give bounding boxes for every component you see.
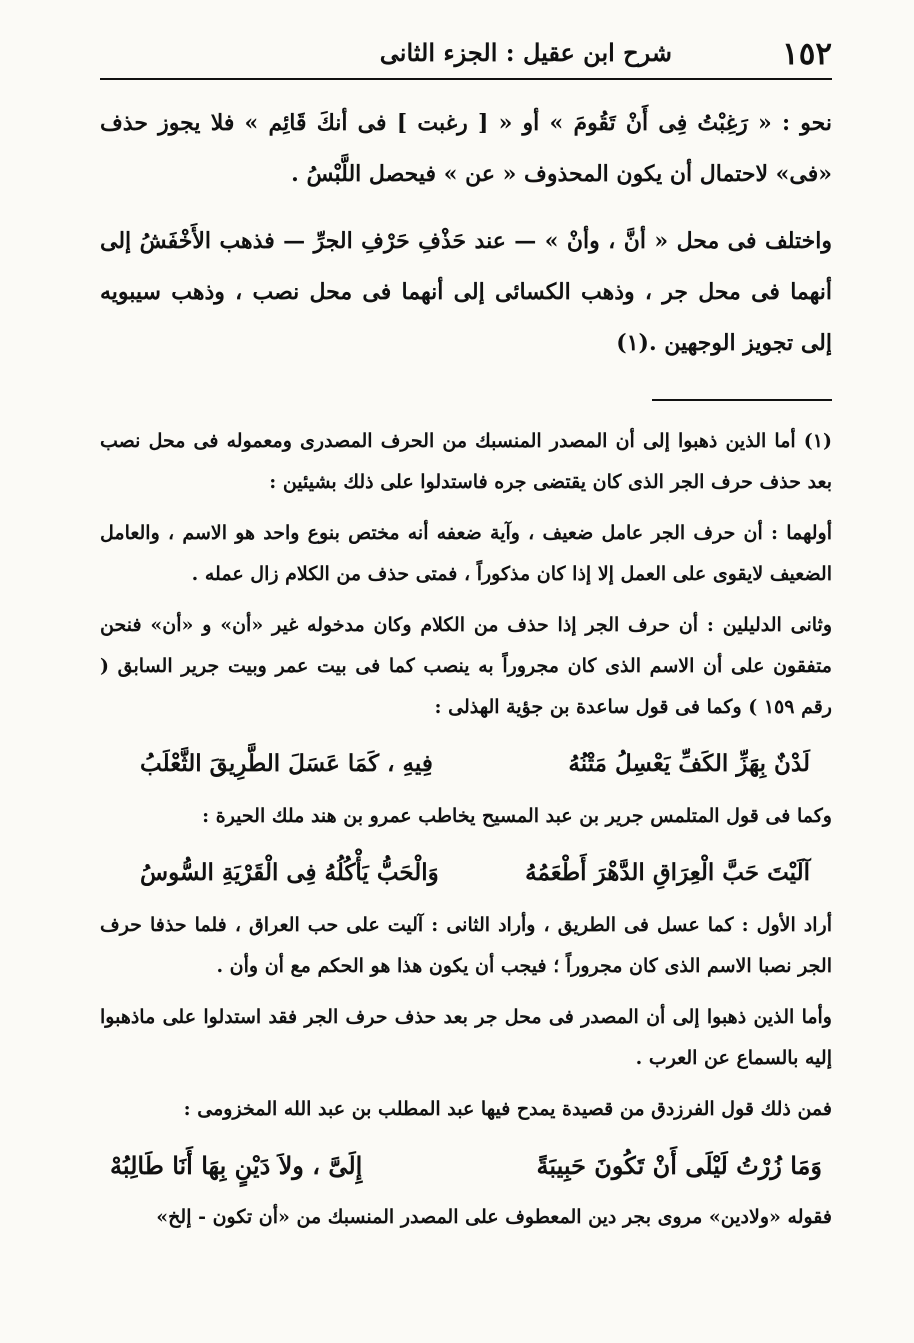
- verse-1-first-hemistich: لَدْنٌ بِهَزِّ الكَفِّ يَعْسِلُ مَتْنُهُ: [568, 750, 810, 777]
- footnote-paragraph-2: أولهما : أن حرف الجر عامل ضعيف ، وآية ضعفه أنه مختص بنوع واحد هو الاسم ، والعامل الضعيف لايقوى على العمل إلا إذا كان مذكوراً ، فمتى حذف من الكلام زال عمله .: [100, 522, 832, 585]
- verse-1: [140, 738, 810, 790]
- main-text: [100, 98, 832, 369]
- footnote-paragraph-4: وكما فى قول المتلمس جرير بن عبد المسيح يخاطب عمرو بن هند ملك الحيرة :: [202, 805, 832, 827]
- verse-1-second-hemistich: فِيهِ ، كَمَا عَسَلَ الطَّرِيقَ الثَّعْلَبُ: [140, 750, 433, 777]
- footnote-paragraph-8: فقوله «ولادين» مروى بجر دين المعطوف على المصدر المنسبك من «أن تكون - إلخ»: [156, 1206, 832, 1228]
- verse-2: [140, 847, 810, 899]
- main-paragraph-2: واختلف فى محل « أنَّ ، وأنْ » — عند حَذْفِ حَرْفِ الجرِّ — فذهب الأَخْفَشُ إلى أنهما فى محل جر ، وذهب الكسائى إلى أنهما فى محل نصب ، وذهب سيبويه إلى تجويز الوجهين .(١): [100, 228, 832, 356]
- footnote-separator: [652, 399, 832, 401]
- verse-2-first-hemistich: آلَيْتَ حَبَّ الْعِرَاقِ الدَّهْرَ أَطْعَمُهُ: [525, 859, 810, 886]
- verse-2-second-hemistich: وَالْحَبُّ يَأْكُلُهُ فِى الْقَرْيَةِ السُّوسُ: [140, 859, 439, 886]
- page-header: [100, 30, 832, 80]
- footnote-paragraph-7: فمن ذلك قول الفرزدق من قصيدة يمدح فيها عبد المطلب بن عبد الله المخزومى :: [183, 1098, 832, 1120]
- verse-3-second-hemistich: إِلَىَّ ، ولاَ دَيْنٍ بِهَا أَنَا طَالِبُهْ: [110, 1151, 363, 1180]
- footnote-paragraph-6: وأما الذين ذهبوا إلى أن المصدر فى محل جر بعد حذف حرف الجر فقد استدلوا على ماذهبوا إليه بالسماع عن العرب .: [100, 1006, 832, 1069]
- main-paragraph-1: نحو : « رَغِبْتُ فِى أَنْ تَقُومَ » أو « [ رغبت ] فى أنكَ قَائِم » فلا يجوز حذف «فى» لاحتمال أن يكون المحذوف « عن » فيحصل اللَّبْسُ .: [100, 110, 832, 187]
- page-number: ١٥٢: [782, 36, 832, 72]
- verse-3: [110, 1140, 822, 1192]
- footnote-paragraph-1: (١) أما الذين ذهبوا إلى أن المصدر المنسبك من الحرف المصدرى ومعموله فى محل نصب بعد حذف حرف الجر الذى كان يقتضى جره فاستدلوا على ذلك بشيئين :: [100, 430, 832, 493]
- footnote-paragraph-3: وثانى الدليلين : أن حرف الجر إذا حذف من الكلام وكان مدخوله غير «أن» و «أن» فنحن متفقون على أن الاسم الذى كان مجروراً به ينصب كما فى بيت عمر وبيت جرير السابق ( رقم ١٥٩ ) وكما فى قول ساعدة بن جؤية الهذلى :: [100, 614, 832, 718]
- running-title: شرح ابن عقيل : الجزء الثانى: [379, 38, 672, 67]
- footnote-paragraph-5: أراد الأول : كما عسل فى الطريق ، وأراد الثانى : آليت على حب العراق ، فلما حذفا حرف الجر نصبا الاسم الذى كان مجروراً ؛ فيجب أن يكون هذا هو الحكم مع أن وأن .: [100, 914, 832, 977]
- verse-3-first-hemistich: وَمَا زُرْتُ لَيْلَى أَنْ تَكُونَ حَبِيبَةً: [536, 1151, 822, 1180]
- footnotes: [100, 421, 832, 1238]
